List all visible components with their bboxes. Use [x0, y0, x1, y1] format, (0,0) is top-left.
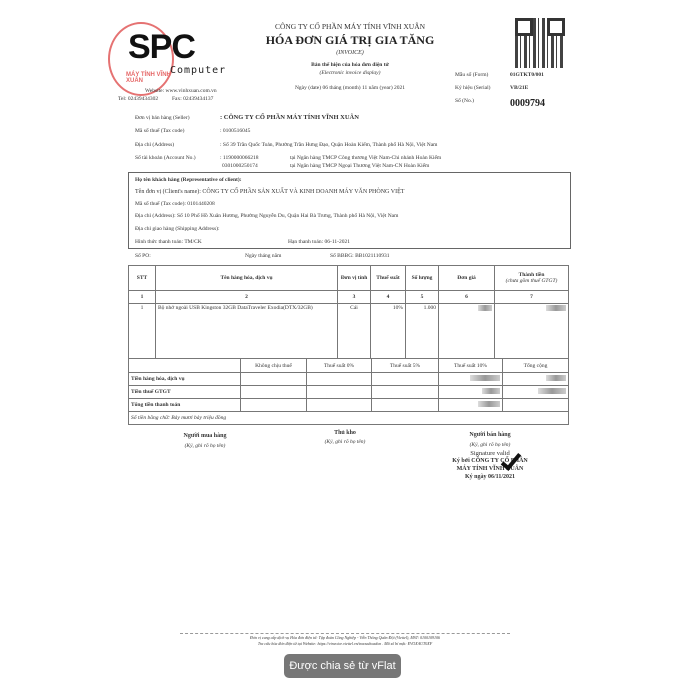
col-name: Tên hàng hóa, dịch vụ: [156, 266, 338, 291]
vflat-share-badge[interactable]: Được chia sẻ từ vFlat: [284, 654, 401, 678]
seller-tax: : 0100516045: [220, 128, 251, 134]
sum-h-10: Thuế suất 10%: [439, 359, 503, 373]
stamp-text: MÁY TÍNH VĨNH XUÂN: [126, 72, 171, 84]
seller-acct2: 0301000250174: [222, 163, 258, 169]
seller-bank2: tại Ngân hàng TMCP Ngoại Thương Việt Nam-CN Hoàn Kiếm: [290, 163, 430, 169]
col-amount-note: (chưa gồm thuế GTGT): [505, 278, 558, 284]
qr-code: [515, 18, 565, 68]
sig-valid: Signature valid: [470, 450, 510, 457]
seller-addr-label: Địa chỉ (Address): [135, 142, 175, 148]
buyer-name: Tên đơn vị (Client's name): CÔNG TY CỔ PHẦN SẢN XUẤT VÀ KINH DOANH MÁY VĂN PHÒNG VIỆT: [135, 189, 405, 195]
invoice-title: HÓA ĐƠN GIÁ TRỊ GIA TĂNG: [265, 33, 435, 47]
col-vat: Thuế suất: [371, 266, 406, 291]
display-note-en: (Electronic invoice display): [319, 70, 381, 76]
sum-row-goods: Tiền hàng hóa, dịch vụ: [129, 373, 241, 386]
serial-label: Ký hiệu (Serial): [455, 85, 491, 91]
seller-addr: : Số 39 Trần Quốc Toản, Phường Trần Hưng Đạo, Quận Hoàn Kiếm, Thành phố Hà Nội, Việt Nam: [220, 142, 438, 148]
redacted-value: [538, 388, 566, 394]
fax: Fax: 02439434137: [172, 96, 214, 102]
redacted-value: [482, 388, 500, 394]
col-amount: [495, 266, 569, 291]
row-amount: [495, 304, 569, 359]
col-qty: Số lượng: [406, 266, 439, 291]
table-row: [129, 304, 569, 359]
redacted-amount: [546, 305, 566, 311]
buyer-due: Hạn thanh toán: 06-11-2021: [288, 239, 350, 245]
bbbg-number: Số BBBG: BB1021110931: [330, 253, 390, 259]
row-price: [439, 304, 495, 359]
sig-signed-by2: MÁY TÍNH VĨNH XUÂN: [456, 466, 524, 472]
col-stt: STT: [129, 266, 156, 291]
row-name: Bộ nhớ ngoài USB Kingston 32GB DataTraveler Exodia(DTX/32GB): [156, 304, 338, 359]
sum-row-total: Tổng tiền thanh toán: [129, 399, 241, 412]
logo-sub: Computer: [170, 65, 227, 76]
logo-brand: SPC: [128, 28, 195, 66]
serial-value: VB/21E: [510, 85, 529, 91]
seller-tax-label: Mã số thuế (Tax code): [135, 128, 185, 134]
buyer-ship: Địa chỉ giao hàng (Shipping Address):: [135, 226, 220, 232]
buyer-tax: Mã số thuế (Tax code): 0101440208: [135, 201, 215, 207]
num: 5: [406, 291, 439, 304]
invoice-date: Ngày (date) 06 tháng (month) 11 năm (year) 2021: [294, 85, 406, 91]
amount-in-words: Số tiền bằng chữ: Bảy mươi bảy triệu đồng: [129, 412, 569, 425]
num: 4: [371, 291, 406, 304]
tel: Tel: 02439434302: [118, 96, 159, 102]
redacted-value: [470, 375, 500, 381]
sum-h-5: Thuế suất 5%: [372, 359, 439, 373]
sig-buyer: Người mua hàng: [183, 433, 227, 439]
buyer-rep: Họ tên khách hàng (Representative of client):: [135, 177, 242, 183]
num: 6: [439, 291, 495, 304]
sig-store: Thủ kho: [334, 430, 356, 436]
summary-table: [128, 358, 569, 425]
sig-store-note: (Ký, ghi rõ họ tên): [324, 439, 366, 445]
row-vat: 10%: [371, 304, 406, 359]
po-number: Số PO:: [135, 253, 151, 259]
website: Website: www.vinhxuan.com.vn: [145, 88, 217, 94]
col-amount-label: Thành tiền: [518, 272, 545, 278]
sum-h-total: Tổng cộng: [503, 359, 569, 373]
form-value: 01GTKT0/001: [510, 72, 544, 78]
num: 1: [129, 291, 156, 304]
sig-buyer-note: (Ký, ghi rõ họ tên): [184, 443, 226, 449]
seller-acct-label: Số tài khoản (Account No.): [135, 155, 196, 161]
no-label: Số (No.): [455, 98, 474, 104]
seller-name: : CÔNG TY CỔ PHẦN MÁY TÍNH VĨNH XUÂN: [220, 114, 359, 121]
row-unit: Cái: [338, 304, 371, 359]
col-price: Đơn giá: [439, 266, 495, 291]
redacted-price: [478, 305, 492, 311]
sig-seller-note: (Ký, ghi rõ họ tên): [469, 442, 511, 448]
footer-divider: [180, 633, 510, 634]
sig-seller: Người bán hàng: [469, 432, 511, 438]
sig-date: Ký ngày 06/11/2021: [464, 474, 515, 480]
sum-row-tax: Tiền thuế GTGT: [129, 386, 241, 399]
buyer-box: [128, 172, 571, 249]
sum-h-0: Thuế suất 0%: [307, 359, 372, 373]
sig-signed-by: Ký bởi CÔNG TY CỔ PHẦN: [452, 458, 528, 464]
invoice-subtitle: (INVOICE): [336, 50, 364, 56]
sum-h-none: Không chịu thuế: [241, 359, 307, 373]
po-date: Ngày tháng năm: [245, 253, 282, 259]
seller-label: Đơn vị bán hàng (Seller): [135, 115, 190, 121]
row-stt: 1: [129, 304, 156, 359]
redacted-value: [546, 375, 566, 381]
num: 7: [495, 291, 569, 304]
buyer-pay: Hình thức thanh toán: TM/CK: [135, 239, 202, 245]
row-qty: 1.000: [406, 304, 439, 359]
footer-line2: Tra cứu hóa đơn điện tử tại Website: https://vinvoice.viettel.vn/tracuuhoadon . Mã số bí mật: EVOXAUT0XF: [257, 641, 433, 646]
col-unit: Đơn vị tính: [338, 266, 371, 291]
items-table: [128, 265, 569, 359]
company-name: CÔNG TY CỔ PHẦN MÁY TÍNH VĨNH XUÂN: [274, 22, 426, 31]
redacted-value: [478, 401, 500, 407]
form-label: Mẫu số (Form): [455, 72, 489, 78]
num: 2: [156, 291, 338, 304]
footer-line1: Đơn vị cung cấp dịch vụ Hóa đơn điện tử: Tập đoàn Công Nghiệp - Viễn Thông Quân Đội (Viettel), MST: 0100109106: [249, 635, 441, 640]
invoice-number: 0009794: [510, 98, 545, 109]
display-note: Bản thể hiện của hóa đơn điện tử: [311, 62, 389, 68]
seller-acct1: : 1190000066218: [220, 155, 259, 161]
buyer-addr: Địa chỉ (Address): Số 10 Phố Hồ Xuân Hương, Phường Nguyễn Du, Quận Hai Bà Trưng, Thành phố Hà Nội, Việt Nam: [135, 213, 399, 219]
num: 3: [338, 291, 371, 304]
seller-bank1: tại Ngân hàng TMCP Công thương Việt Nam-Chi nhánh Hoàn Kiếm: [290, 155, 442, 161]
